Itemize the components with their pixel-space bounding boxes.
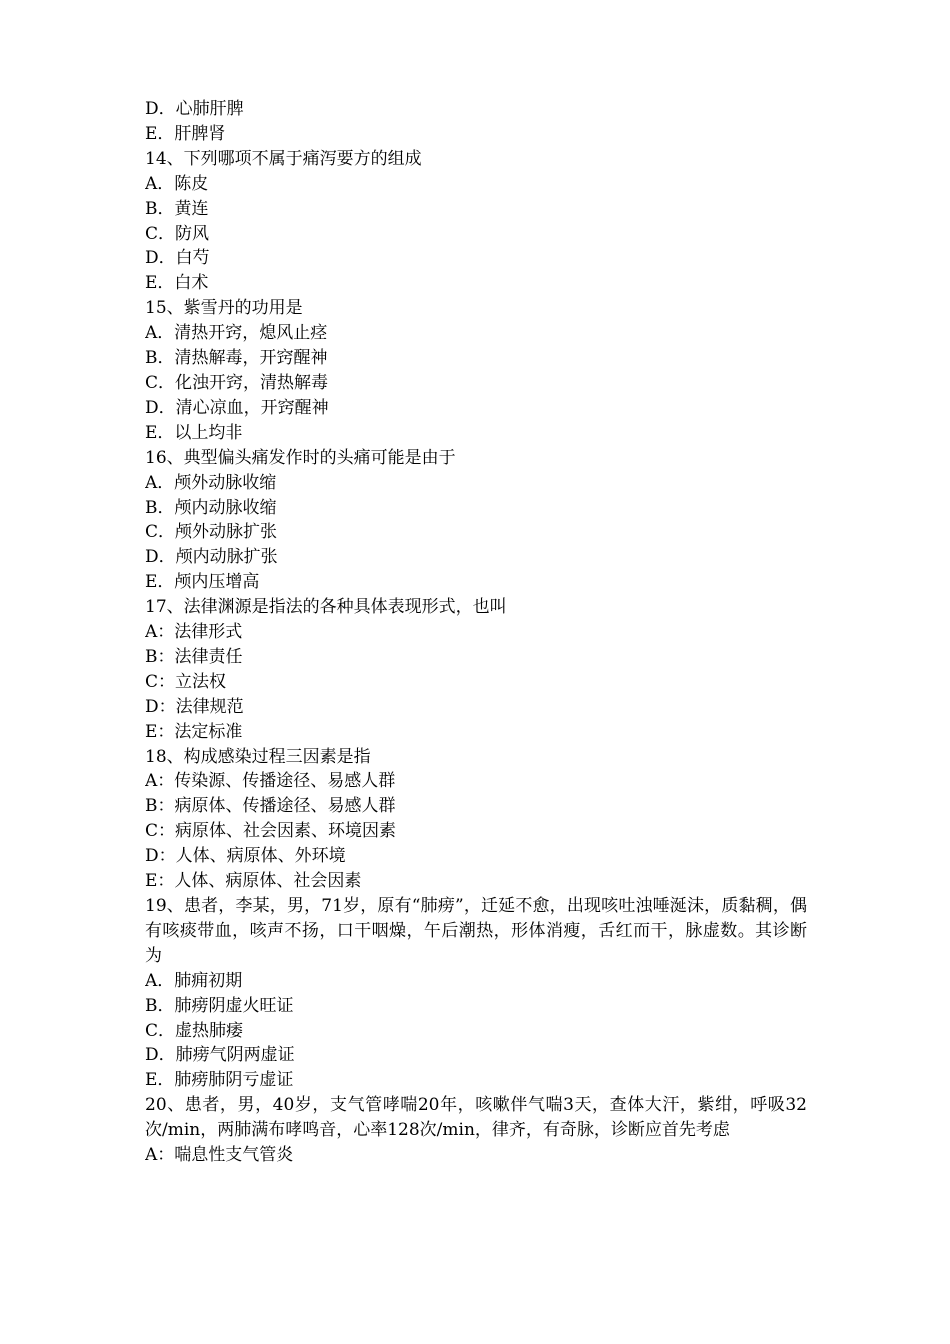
question-18: 18、构成感染过程三因素是指 — [145, 746, 371, 767]
option-line: E．白术 — [145, 273, 209, 294]
option-line: A．颅外动脉收缩 — [145, 472, 277, 493]
option-line: C：立法权 — [145, 671, 227, 692]
option-line: E：人体、病原体、社会因素 — [145, 871, 362, 892]
option-line: A．肺痈初期 — [145, 970, 243, 991]
option-line: A．陈皮 — [145, 173, 209, 194]
option-line: D．颅内动脉扩张 — [145, 547, 278, 568]
option-line: A．清热开窍，熄风止痉 — [145, 323, 328, 344]
option-line: B．黄连 — [145, 198, 209, 219]
option-line: D：人体、病原体、外环境 — [145, 846, 346, 867]
option-line: E．肺痨肺阴亏虚证 — [145, 1070, 294, 1091]
option-line: C．化浊开窍，清热解毒 — [145, 372, 329, 393]
option-line: B．肺痨阴虚火旺证 — [145, 995, 294, 1016]
option-line: C．颅外动脉扩张 — [145, 522, 278, 543]
document-page — [145, 97, 807, 1168]
option-line: A：法律形式 — [145, 622, 243, 643]
question-17: 17、法律渊源是指法的各种具体表现形式，也叫 — [145, 597, 507, 618]
option-line: B：法律责任 — [145, 646, 243, 667]
option-line: D．肺痨气阴两虚证 — [145, 1045, 295, 1066]
option-line: B．清热解毒，开窍醒神 — [145, 348, 328, 369]
option-line: D．清心凉血，开窍醒神 — [145, 397, 329, 418]
question-20: 20、患者，男，40岁，支气管哮喘20年，咳嗽伴气喘3天，查体大汗，紫绀，呼吸32次/min，两肺满布哮鸣音，心率128次/min，律齐，有奇脉，诊断应首先考虑 — [145, 1095, 807, 1141]
option-line: C：病原体、社会因素、环境因素 — [145, 821, 397, 842]
option-line: C．虚热肺痿 — [145, 1020, 244, 1041]
question-16: 16、典型偏头痛发作时的头痛可能是由于 — [145, 447, 456, 468]
option-line: E．以上均非 — [145, 422, 243, 443]
option-line: C．防风 — [145, 223, 210, 244]
option-line: A：喘息性支气管炎 — [145, 1145, 294, 1166]
question-15: 15、紫雪丹的功用是 — [145, 298, 303, 319]
option-line: E：法定标准 — [145, 721, 243, 742]
option-line: E．肝脾肾 — [145, 123, 226, 144]
option-line: D：法律规范 — [145, 696, 244, 717]
option-line: E．颅内压增高 — [145, 572, 260, 593]
option-line: A：传染源、传播途径、易感人群 — [145, 771, 396, 792]
question-19: 19、患者，李某，男，71岁，原有“肺痨”，迁延不愈，出现咳吐浊唾涎沫，质黏稠，偶有咳痰带血，咳声不扬，口干咽燥，午后潮热，形体消瘦，舌红而干，脉虚数。其诊断为 — [145, 896, 807, 966]
option-line: D．心肺肝脾 — [145, 99, 244, 119]
question-14: 14、下列哪项不属于痛泻要方的组成 — [145, 148, 422, 169]
option-line: B．颅内动脉收缩 — [145, 497, 277, 518]
option-line: B：病原体、传播途径、易感人群 — [145, 796, 396, 817]
option-line: D．白芍 — [145, 248, 210, 269]
